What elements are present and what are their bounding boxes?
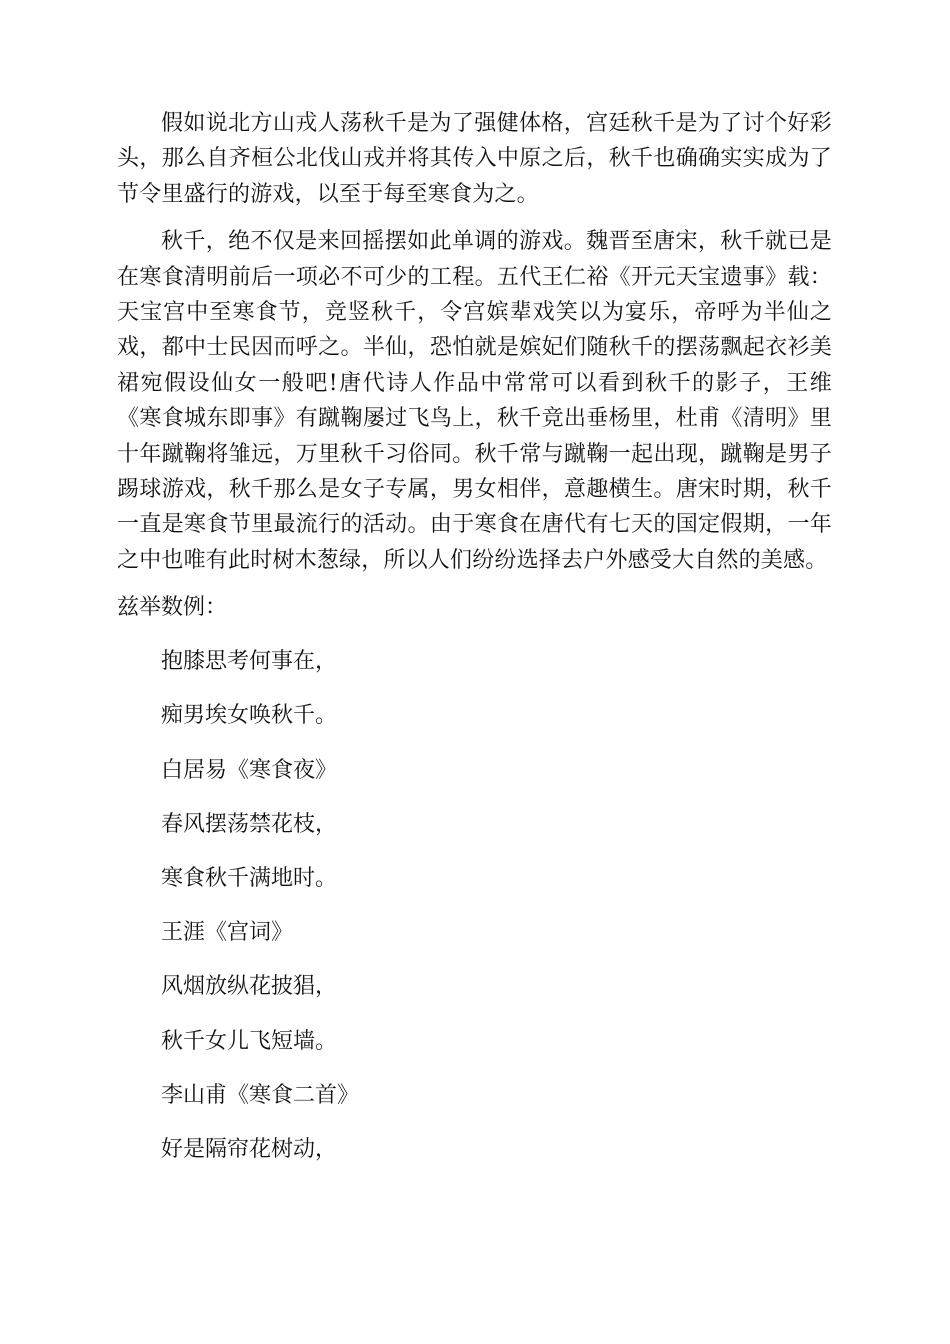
examples-intro: 兹举数例：: [117, 595, 228, 621]
verse-line: 风烟放纵花披猖，: [161, 974, 338, 1000]
verse-line: 春风摆荡禁花枝，: [161, 811, 338, 837]
verse-attribution: 李山甫《寒食二首》: [161, 1082, 360, 1108]
verse-attribution: 王涯《宫词》: [161, 920, 294, 946]
verse-list: [117, 644, 832, 1186]
verse-attribution: 白居易《寒食夜》: [161, 757, 338, 783]
verse-line: 好是隔帘花树动，: [161, 1136, 338, 1162]
verse-line: 秋千女儿飞短墙。: [161, 1028, 338, 1054]
paragraph-swing-history: 秋千，绝不仅是来回摇摆如此单调的游戏。魏晋至唐宋，秋千就已是在寒食清明前后一项必不可少的工程。五代王仁裕《开元天宝遗事》载：天宝宫中至寒食节，竞竖秋千，令宫嫔辈戏笑以为宴乐，帝呼为半仙之戏，都中士民因而呼之。半仙，恐怕就是嫔妃们随秋千的摆荡飘起衣衫美裙宛假设仙女一般吧!唐代诗人作品中常常可以看到秋千的影子，王维《寒食城东即事》有蹴鞠屡过飞鸟上，秋千竞出垂杨里，杜甫《清明》里十年蹴鞠将雏远，万里秋千习俗同。秋千常与蹴鞠一起出现，蹴鞠是男子踢球游戏，秋千那么是女子专属，男女相伴，意趣横生。唐宋时期，秋千一直是寒食节里最流行的活动。由于寒食在唐代有七天的国定假期，一年之中也唯有此时树木葱绿，所以人们纷纷选择去户外感受大自然的美感。: [117, 229, 832, 573]
paragraph-swing-origin: 假如说北方山戎人荡秋千是为了强健体格，宫廷秋千是为了讨个好彩头，那么自齐桓公北伐山戎并将其传入中原之后，秋千也确确实实成为了节令里盛行的游戏，以至于每至寒食为之。: [117, 111, 832, 207]
verse-line: 寒食秋千满地时。: [161, 866, 338, 892]
verse-line: 抱膝思考何事在，: [161, 649, 338, 675]
verse-line: 痴男埃女唤秋千。: [161, 703, 338, 729]
